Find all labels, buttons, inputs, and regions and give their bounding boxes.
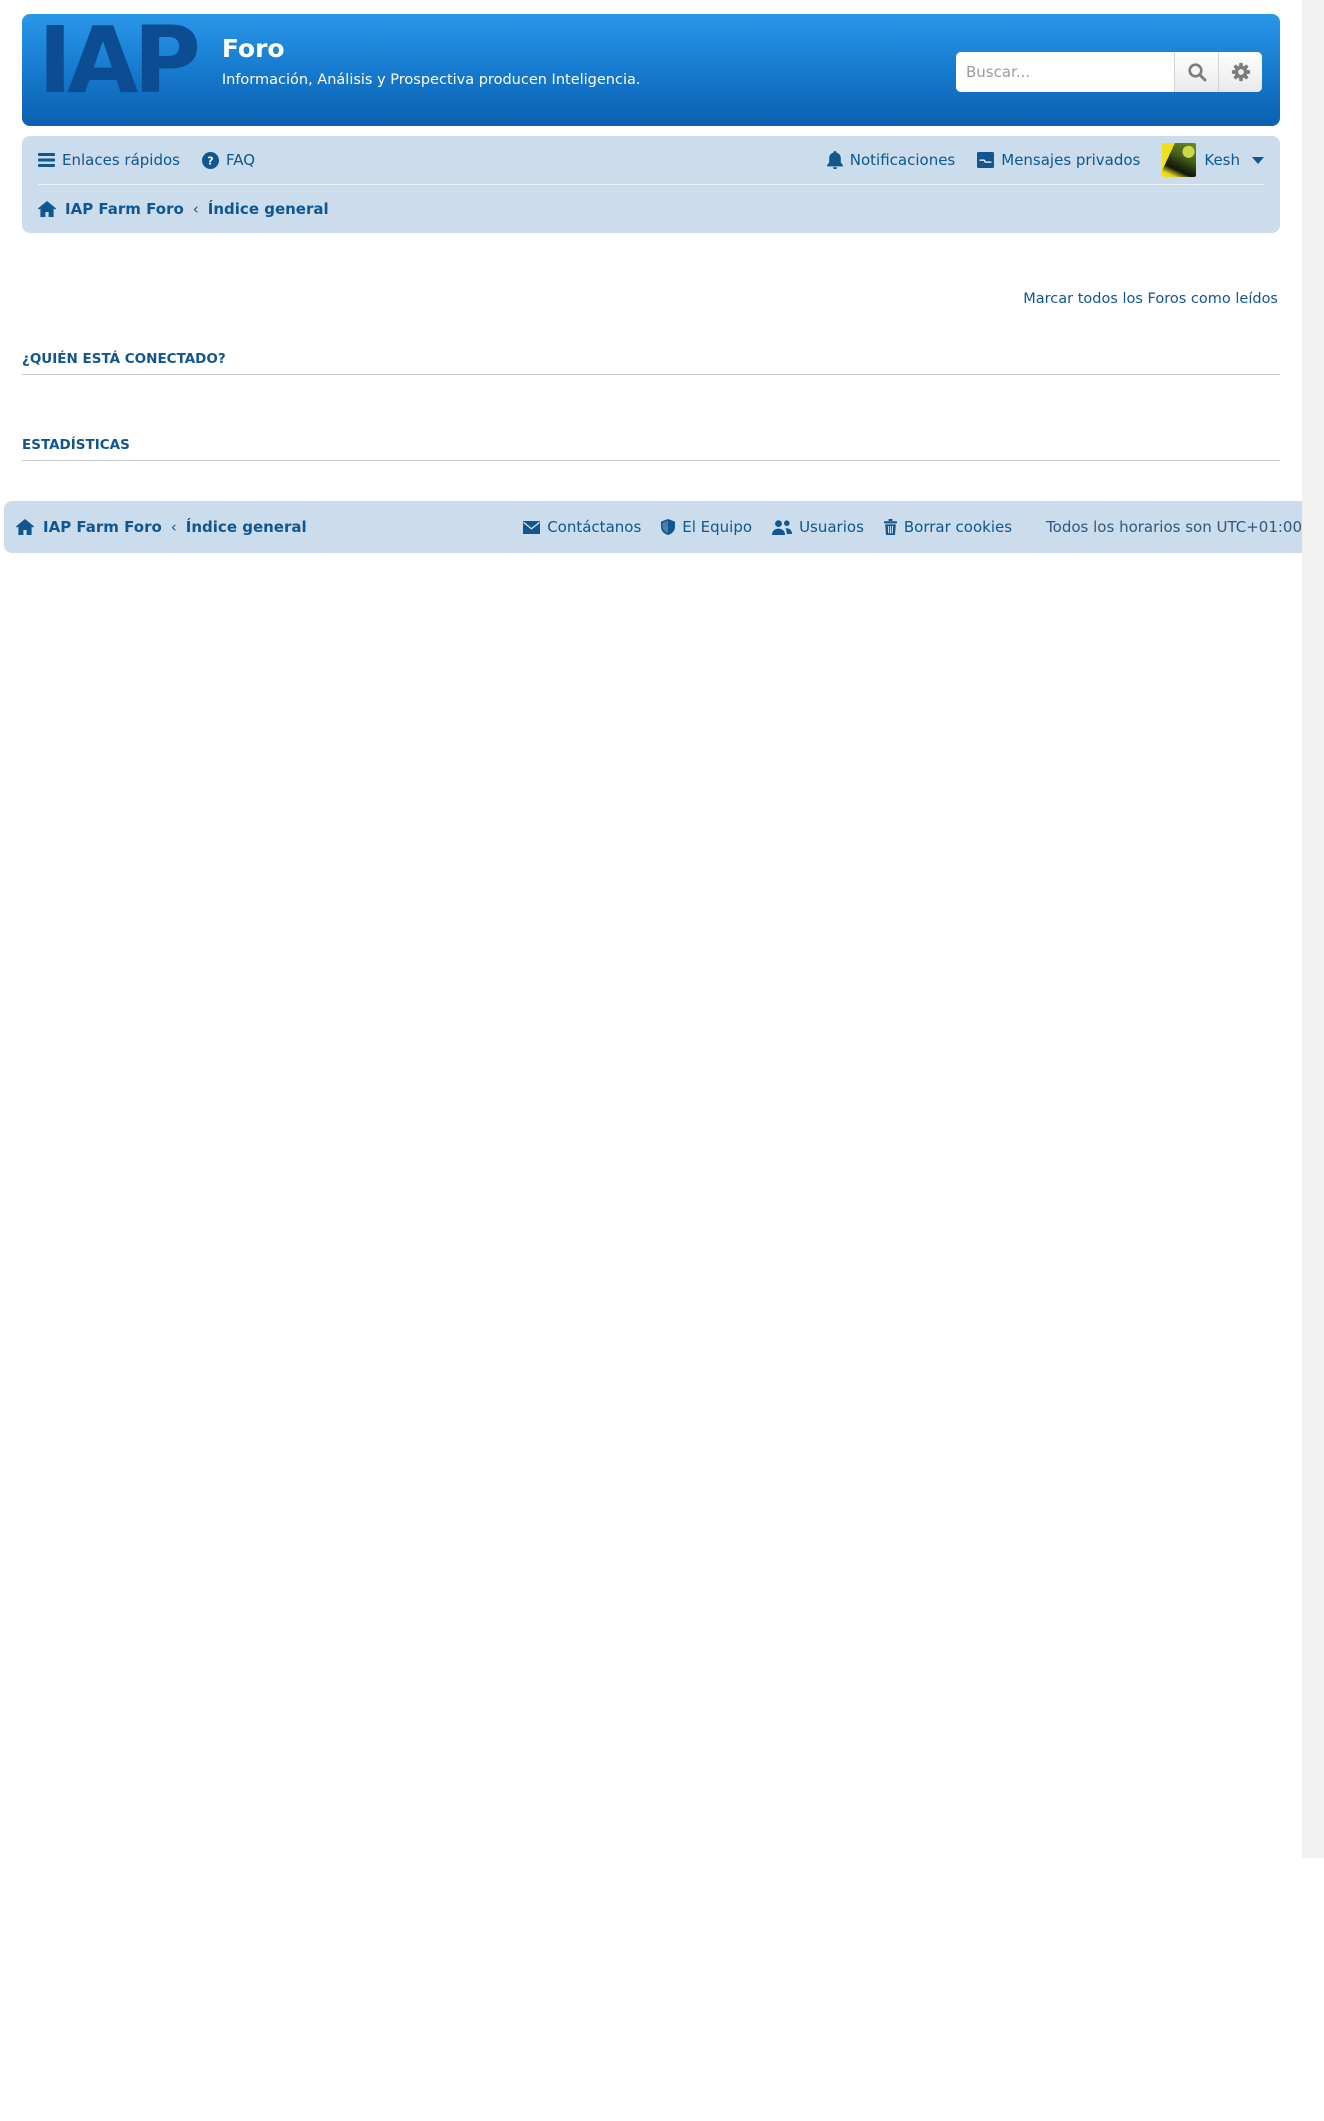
- site-header-banner: [22, 7, 1280, 126]
- search-box: [956, 52, 1262, 92]
- breadcrumb: [38, 200, 329, 218]
- site-title: Foro: [221, 34, 285, 63]
- user-avatar[interactable]: [1162, 143, 1196, 177]
- site-titles: [222, 34, 641, 88]
- team-link[interactable]: El Equipo: [661, 518, 752, 536]
- who-online-section: [22, 351, 1280, 401]
- search-icon: [1186, 61, 1208, 83]
- statistics-section: [22, 437, 1280, 461]
- navbar: [22, 136, 1280, 233]
- footer-breadcrumb-root-link[interactable]: IAP Farm Foro: [43, 518, 162, 536]
- notifications-link[interactable]: Notificaciones: [827, 151, 955, 169]
- footer-breadcrumb-current-link[interactable]: Índice general: [185, 518, 307, 536]
- quick-links-menu[interactable]: Enlaces rápidos: [38, 151, 180, 169]
- trash-icon: [884, 519, 897, 535]
- statistics-heading: ESTADÍSTICAS: [22, 437, 1280, 461]
- shield-icon: [661, 519, 675, 535]
- page: [22, 7, 1280, 461]
- gear-icon: [1230, 61, 1252, 83]
- breadcrumb-separator: ‹: [192, 200, 199, 218]
- footer-breadcrumb: [16, 518, 307, 536]
- question-circle-icon: [202, 152, 219, 169]
- home-icon: [38, 201, 56, 217]
- faq-link[interactable]: ? FAQ: [202, 151, 255, 169]
- private-messages-link[interactable]: Mensajes privados: [977, 151, 1140, 169]
- footer-navbar: [4, 501, 1316, 553]
- chevron-down-icon[interactable]: [1252, 157, 1264, 164]
- bell-icon: [827, 151, 843, 169]
- mark-forums-read-link[interactable]: Marcar todos los Foros como leídos: [1023, 291, 1278, 307]
- search-button[interactable]: [1174, 52, 1218, 92]
- search-options-button[interactable]: [1218, 52, 1262, 92]
- svg-text:?: ?: [207, 154, 214, 167]
- envelope-icon: [523, 521, 540, 534]
- site-logo[interactable]: IAP: [38, 7, 196, 114]
- username-menu[interactable]: Kesh: [1204, 151, 1240, 169]
- users-icon: [772, 520, 792, 535]
- breadcrumb-current-link[interactable]: Índice general: [207, 200, 329, 218]
- contact-link[interactable]: Contáctanos: [523, 518, 641, 536]
- delete-cookies-link[interactable]: Borrar cookies: [884, 518, 1012, 536]
- site-subtitle: Información, Análisis y Prospectiva producen Inteligencia.: [221, 72, 641, 88]
- home-icon: [16, 519, 34, 535]
- scrollbar-track[interactable]: [1302, 0, 1324, 1858]
- timezone-label: Todos los horarios son UTC+01:00: [1046, 518, 1302, 536]
- footer-breadcrumb-separator: ‹: [170, 518, 177, 536]
- members-link[interactable]: Usuarios: [772, 518, 864, 536]
- search-input[interactable]: [956, 52, 1174, 92]
- breadcrumb-root-link[interactable]: IAP Farm Foro: [65, 200, 184, 218]
- message-icon: [977, 152, 994, 168]
- hamburger-icon: [38, 153, 55, 167]
- who-online-heading: ¿QUIÉN ESTÁ CONECTADO?: [22, 351, 1280, 375]
